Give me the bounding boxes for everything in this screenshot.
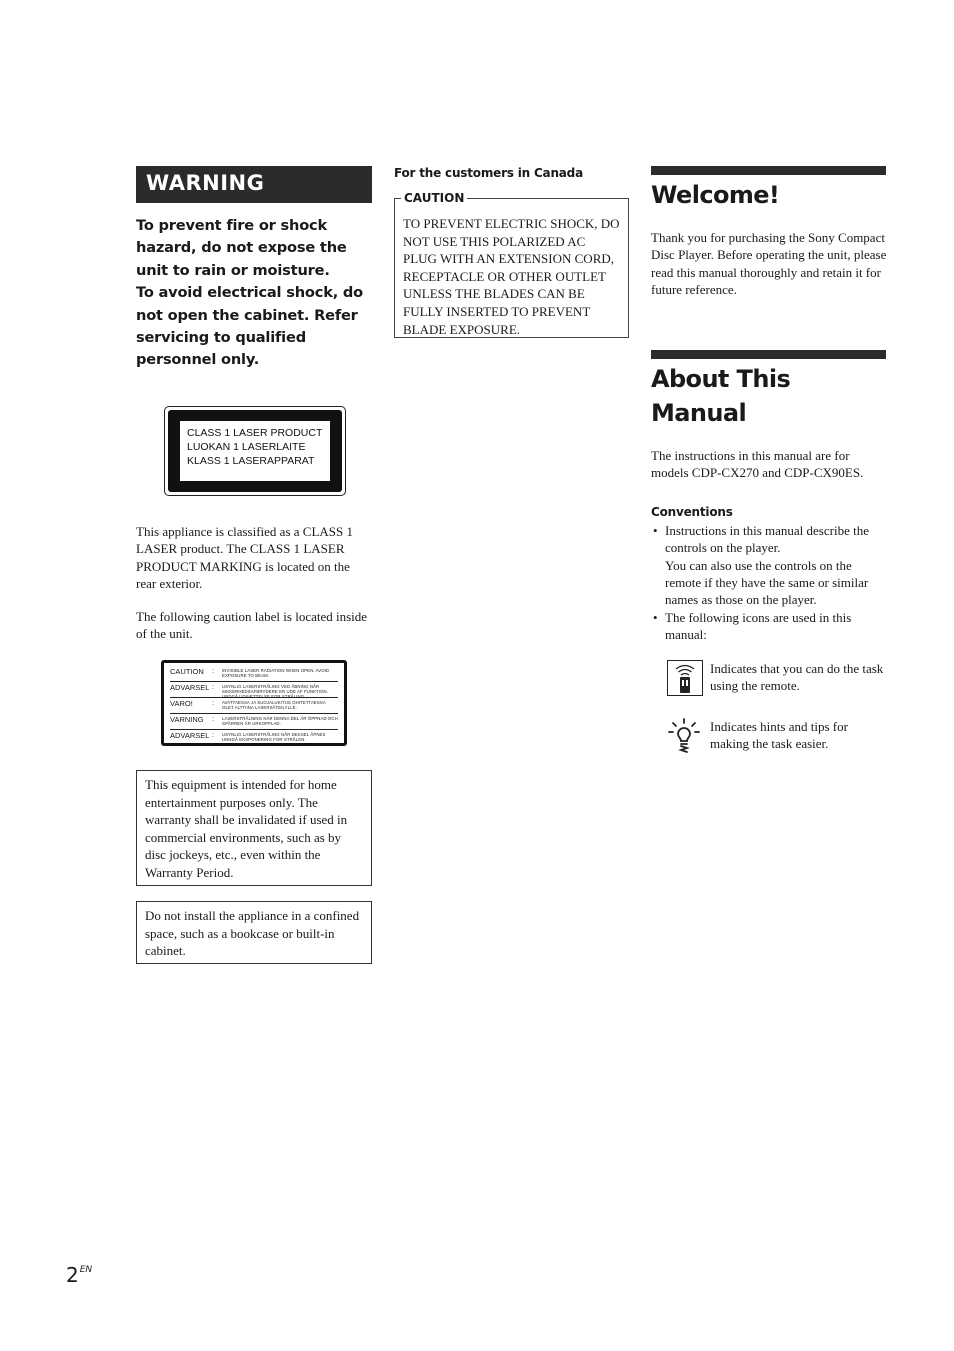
- caution-label-intro: The following caution label is located inside of the unit.: [136, 609, 368, 642]
- about-text: The instructions in this manual are for models CDP-CX270 and CDP-CX90ES.: [651, 448, 864, 481]
- tips-icon-row: [651, 718, 887, 758]
- warning-line-shock: To avoid electrical shock, do not open the cabinet. Refer servicing to qualified personnel only.: [136, 284, 364, 369]
- caution-label-row: ADVARSEL : USYNLIG LASERSTRÅLING NÅR DEKSEL ÅPNES UNNGÅ EKSPONERING FOR STRÅLEN.: [170, 731, 326, 742]
- caution-label-row: VARNING : LASERSTRÅLNING NÄR DENNA DEL ÄR ÖPPNAD OCH SPÄRREN ÄR URKOPPLAD.: [170, 714, 338, 730]
- bullet-icon: •: [653, 522, 658, 538]
- class1-laser-label: [164, 406, 346, 496]
- page-number: $2^{EN}$: [66, 1263, 93, 1287]
- canada-heading: For the customers in Canada: [394, 166, 583, 180]
- conventions-list: [651, 522, 887, 644]
- caution-label-row: ADVARSEL : USYNLIG LASERSTRÅLING VED ÅBNING NÅR SIKKERHEDSAFBRYDERE ER UDE AF FUNKTION. UNDGÅ UDSÆTTELSE FOR STRÅLING.: [170, 682, 338, 698]
- caution-label-row: VARO! : AVATTAESSA JA SUOJALUKITUS OHITETTAESSA OLET ALTTIINA LASERSÄTEILYLLE.: [170, 698, 338, 714]
- list-item: • The following icons are used in this manual:: [653, 609, 852, 643]
- laser-label-line: CLASS 1 LASER PRODUCT: [187, 427, 323, 439]
- welcome-title: Welcome!: [651, 181, 780, 209]
- left-column: [136, 166, 372, 959]
- conventions-heading: Conventions: [651, 504, 733, 519]
- home-use-notice: This equipment is intended for home entertainment purposes only. The warranty shall be invalidated if used in commercial environments, such as by disc jockeys, etc., even within the Warranty Period.: [136, 770, 372, 886]
- canada-caution-text: TO PREVENT ELECTRIC SHOCK, DO NOT USE THIS POLARIZED AC PLUG WITH AN EXTENSION CORD, RECEPTACLE OR OTHER OUTLET UNLESS THE BLADES CAN BE FULLY INSERTED TO PREVENT BLADE EXPOSURE.: [403, 216, 620, 337]
- warning-heading: WARNING: [136, 166, 372, 203]
- about-title: About This Manual: [651, 365, 791, 427]
- tips-icon-text: Indicates hints and tips for making the task easier.: [710, 718, 848, 752]
- caution-label-row: CAUTION : INVISIBLE LASER RADIATION WHEN OPEN. AVOID EXPOSURE TO BEAM.: [170, 666, 338, 682]
- warning-line-fire: To prevent fire or shock hazard, do not expose the unit to rain or moisture.: [136, 217, 347, 279]
- page-number-suffix: EN: [79, 1265, 93, 1275]
- remote-icon-text: Indicates that you can do the task using the remote.: [710, 660, 884, 694]
- remote-icon-row: [651, 660, 887, 700]
- warning-text: [136, 215, 372, 372]
- right-column: [651, 166, 887, 752]
- laser-caution-label: [161, 660, 347, 746]
- list-item: • Instructions in this manual describe the controls on the player. You can also use the controls on the remote if they have the same or similar names as those on the player.: [653, 522, 869, 608]
- welcome-section: [651, 166, 887, 299]
- classification-text: This appliance is classified as a CLASS 1 LASER product. The CLASS 1 LASER PRODUCT MARKING is located on the rear exterior.: [136, 524, 353, 592]
- canada-caution-title: CAUTION: [401, 191, 467, 205]
- section-rule: [651, 166, 886, 175]
- welcome-text: Thank you for purchasing the Sony Compact Disc Player. Before operating the unit, please read this manual thoroughly and retain it for future reference.: [651, 230, 887, 298]
- middle-column: [394, 166, 630, 337]
- canada-caution-box: [394, 191, 629, 338]
- laser-label-line: KLASS 1 LASERAPPARAT: [187, 455, 315, 467]
- laser-label-line: LUOKAN 1 LASERLAITE: [187, 441, 306, 453]
- remote-icon: [667, 660, 707, 700]
- lightbulb-icon: [667, 718, 707, 758]
- section-rule: [651, 350, 886, 359]
- about-section: [651, 350, 887, 758]
- installation-notice: Do not install the appliance in a confined space, such as a bookcase or built-in cabinet.: [136, 901, 372, 964]
- bullet-icon: •: [653, 609, 658, 625]
